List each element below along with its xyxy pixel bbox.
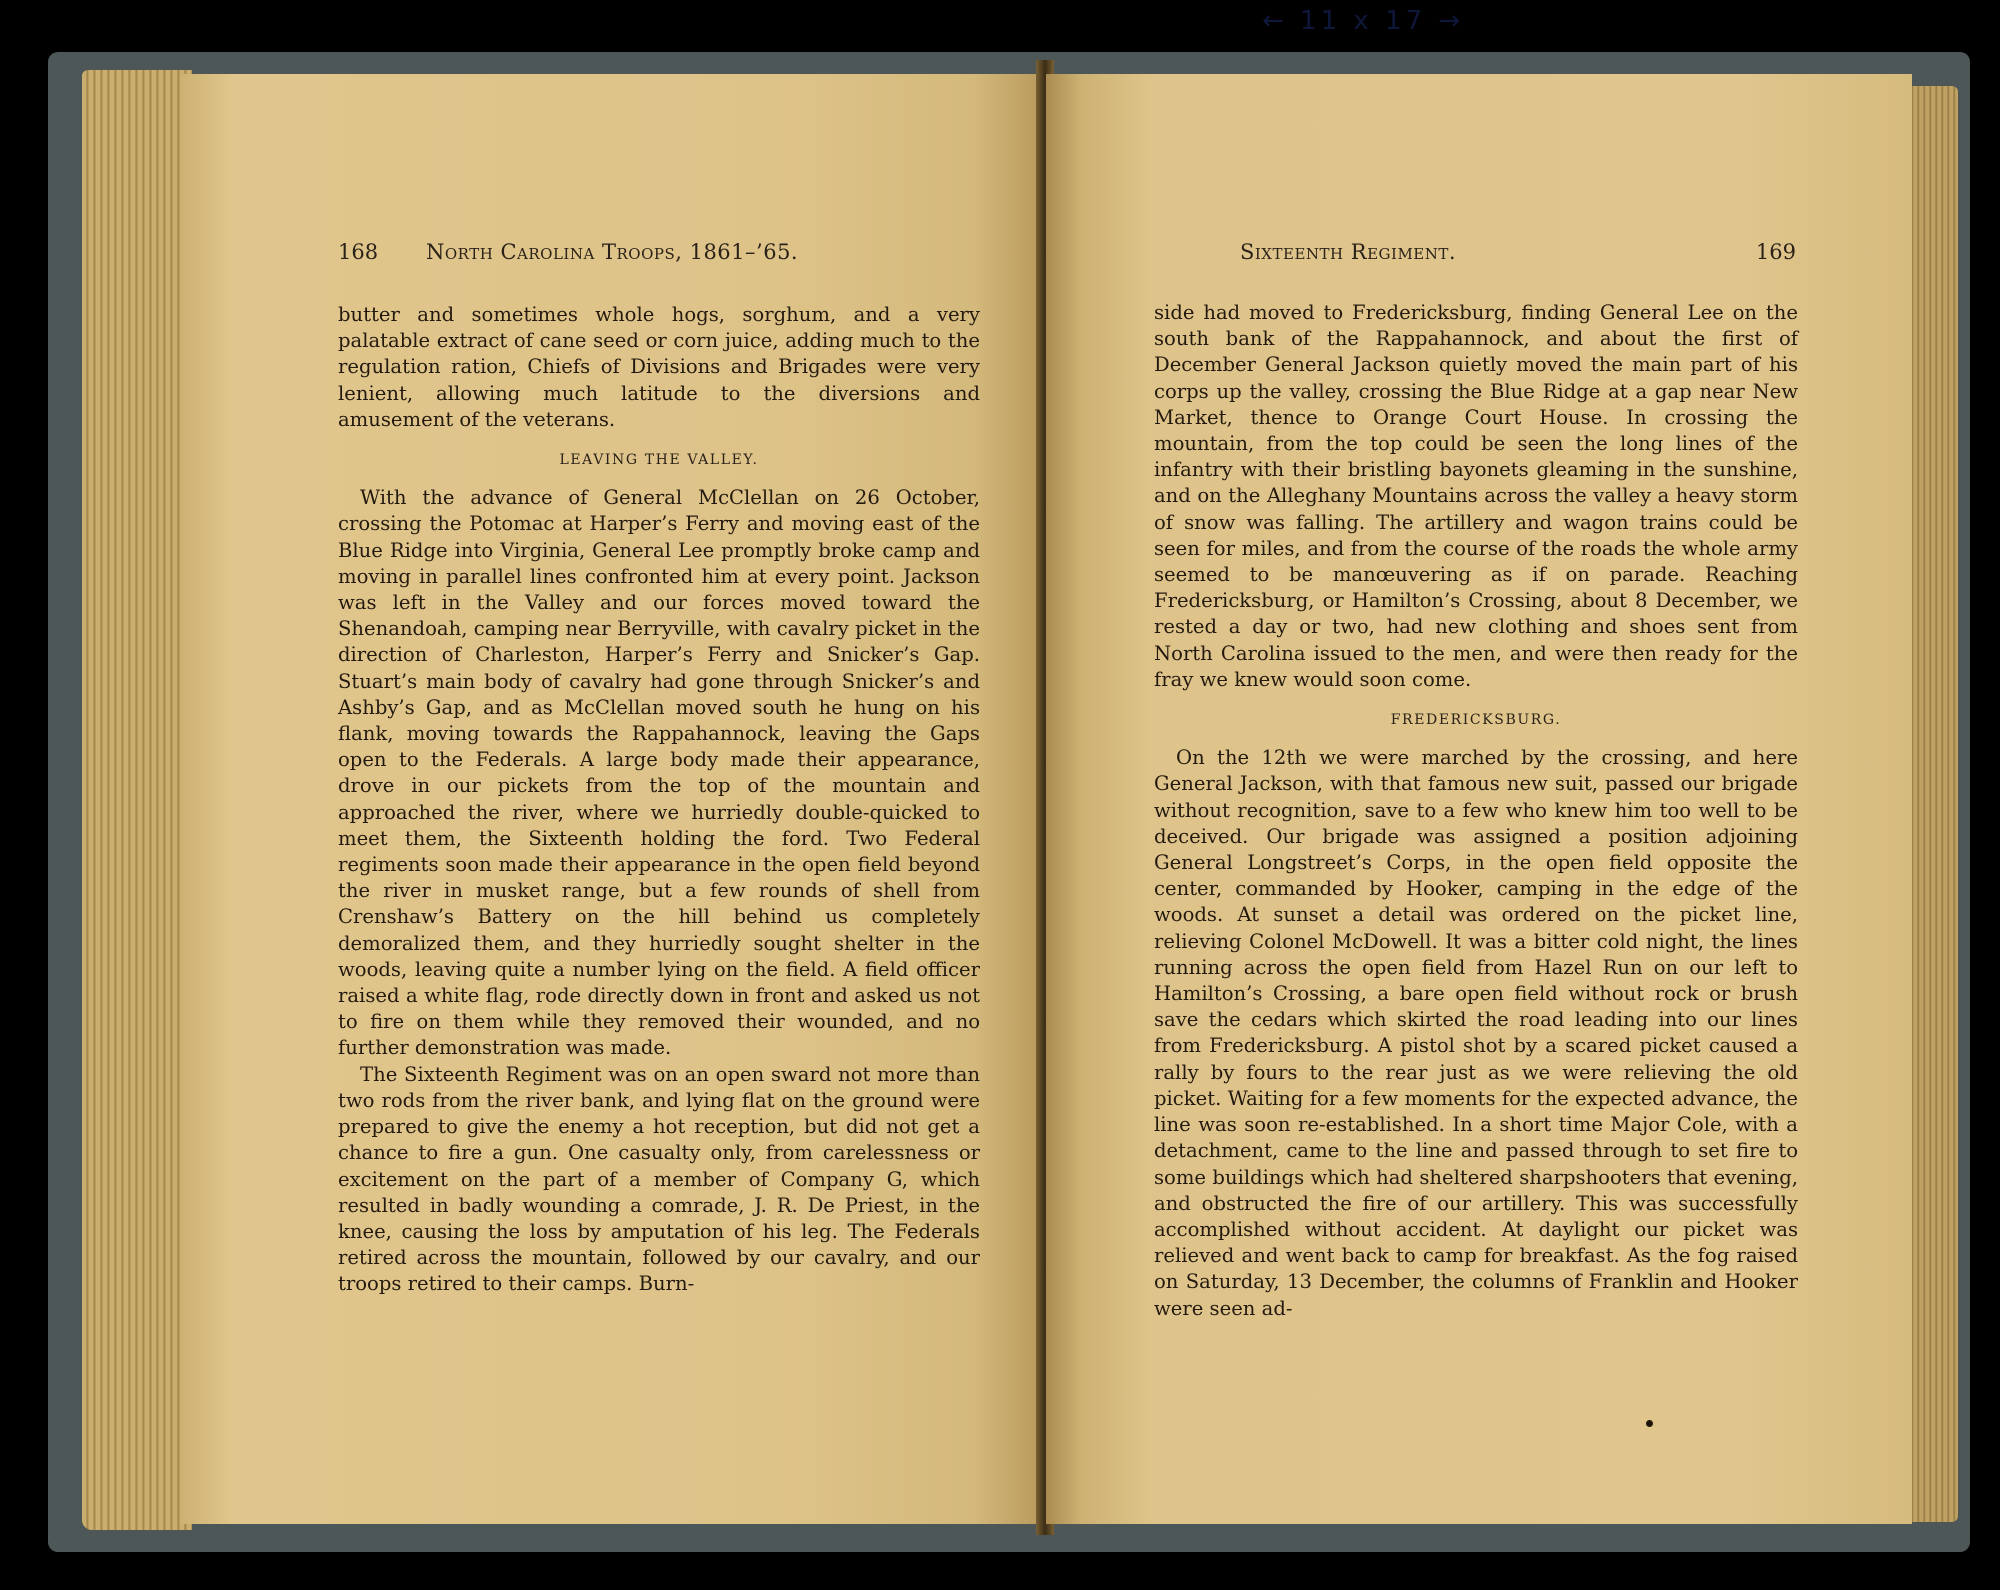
right-running-title: Sixteenth Regiment.	[1240, 240, 1457, 264]
left-running-head	[338, 240, 980, 280]
left-section-heading: LEAVING THE VALLEY.	[559, 452, 759, 469]
left-paragraph: butter and sometimes whole hogs, sorghum, and a very palatable extract of cane seed or corn juice, adding much to the regulation ration, Chiefs of Divisions and Brigades were very lenient, allowing much latitude to the diversions and amusement of the veterans.	[338, 303, 980, 431]
scan-ruler-marks: ← 11 x 17 →	[1262, 6, 1465, 36]
left-paragraph: The Sixteenth Regiment was on an open sward not more than two rods from the river bank, and lying flat on the ground were prepared to give the enemy a hot reception, but did not get a chance to fire a gun. One casualty only, from carelessness or excitement on the part of a member of Company G, which resulted in badly wounding a comrade, J. R. De Priest, in the knee, causing the loss by amputation of his leg. The Federals retired across the mountain, followed by our cavalry, and our troops retired to their camps. Burn-	[338, 1062, 980, 1296]
left-page-number: 168	[338, 240, 379, 264]
left-body-text	[338, 302, 980, 1298]
right-paragraph: On the 12th we were marched by the crossing, and here General Jackson, with that famous new suit, passed our brigade without recognition, save to a few who knew him too well to be deceived. Our brigade was assigned a position adjoining General Longstreet’s Corps, in the open field opposite the center, commanded by Hooker, camping in the edge of the woods. At sunset a detail was ordered on the picket line, relieving Colonel McDowell. It was a bitter cold night, the lines running across the open field from Hazel Run on our left to Hamilton’s Crossing, a bare open field without rock or brush save the cedars which skirted the road leading into our lines from Fredericksburg. A pistol shot by a scared picket caused a rally by fours to the rear just as we were relieving the old picket. Waiting for a few moments for the expected advance, the line was soon re-established. In a short time Major Cole, with a detachment, came to the line and passed through to set fire to some buildings which had sheltered sharpshooters that evening, and obstructed the fire of our artillery. This was successfully accomplished without accident. At daylight our picket was relieved and went back to camp for breakfast. As the fog raised on Saturday, 13 December, the columns of Franklin and Hooker were seen ad-	[1154, 746, 1798, 1320]
right-page-number: 169	[1755, 240, 1796, 264]
right-paragraph: side had moved to Fredericksburg, finding General Lee on the south bank of the Rappahannock, and about the first of December General Jackson quietly moved the main part of his corps up the valley, crossing the Blue Ridge at a gap near New Market, thence to Orange Court House. In crossing the mountain, from the top could be seen the long lines of the infantry with their bristling bayonets gleaming in the sunshine, and on the Alleghany Mountains across the valley a heavy storm of snow was falling. The artillery and wagon trains could be seen for miles, and from the course of the roads the whole army seemed to be manœuvering as if on parade. Reaching Fredericksburg, or Hamilton’s Crossing, about 8 December, we rested a day or two, had new clothing and shoes sent from North Carolina issued to the men, and were then ready for the fray we knew would soon come.	[1154, 301, 1798, 691]
left-paragraph: With the advance of General McClellan on 26 October, crossing the Potomac at Harper’s Ferry and moving east of the Blue Ridge into Virginia, General Lee promptly broke camp and moving in parallel lines confronted him at every point. Jackson was left in the Valley and our forces moved toward the Shenandoah, camping near Berryville, with cavalry picket in the direction of Charleston, Harper’s Ferry and Snicker’s Gap. Stuart’s main body of cavalry had gone through Snicker’s and Ashby’s Gap, and as McClellan moved south he hung on his flank, moving towards the Rappahannock, leaving the Gaps open to the Federals. A large body made their appearance, drove in our pickets from the top of the mountain and approached the river, where we hurriedly double-quicked to meet them, the Sixteenth holding the ford. Two Federal regiments soon made their appearance in the open field beyond the river in musket range, but a few rounds of shell from Crenshaw’s Battery on the hill behind us completely demoralized them, and they hurriedly sought shelter in the woods, leaving quite a number lying on the field. A field officer raised a white flag, rode directly down in front and asked us not to fire on them while they removed their wounded, and no further demonstration was made.	[338, 486, 980, 1060]
ink-speck	[1646, 1420, 1653, 1427]
left-page	[180, 74, 1042, 1524]
right-section-heading: FREDERICKSBURG.	[1390, 712, 1562, 729]
left-running-title: North Carolina Troops, 1861–’65.	[426, 240, 799, 264]
right-body-text	[1154, 300, 1798, 1322]
left-page-edges	[82, 70, 192, 1530]
right-page	[1046, 74, 1912, 1524]
right-running-head	[1134, 240, 1796, 280]
